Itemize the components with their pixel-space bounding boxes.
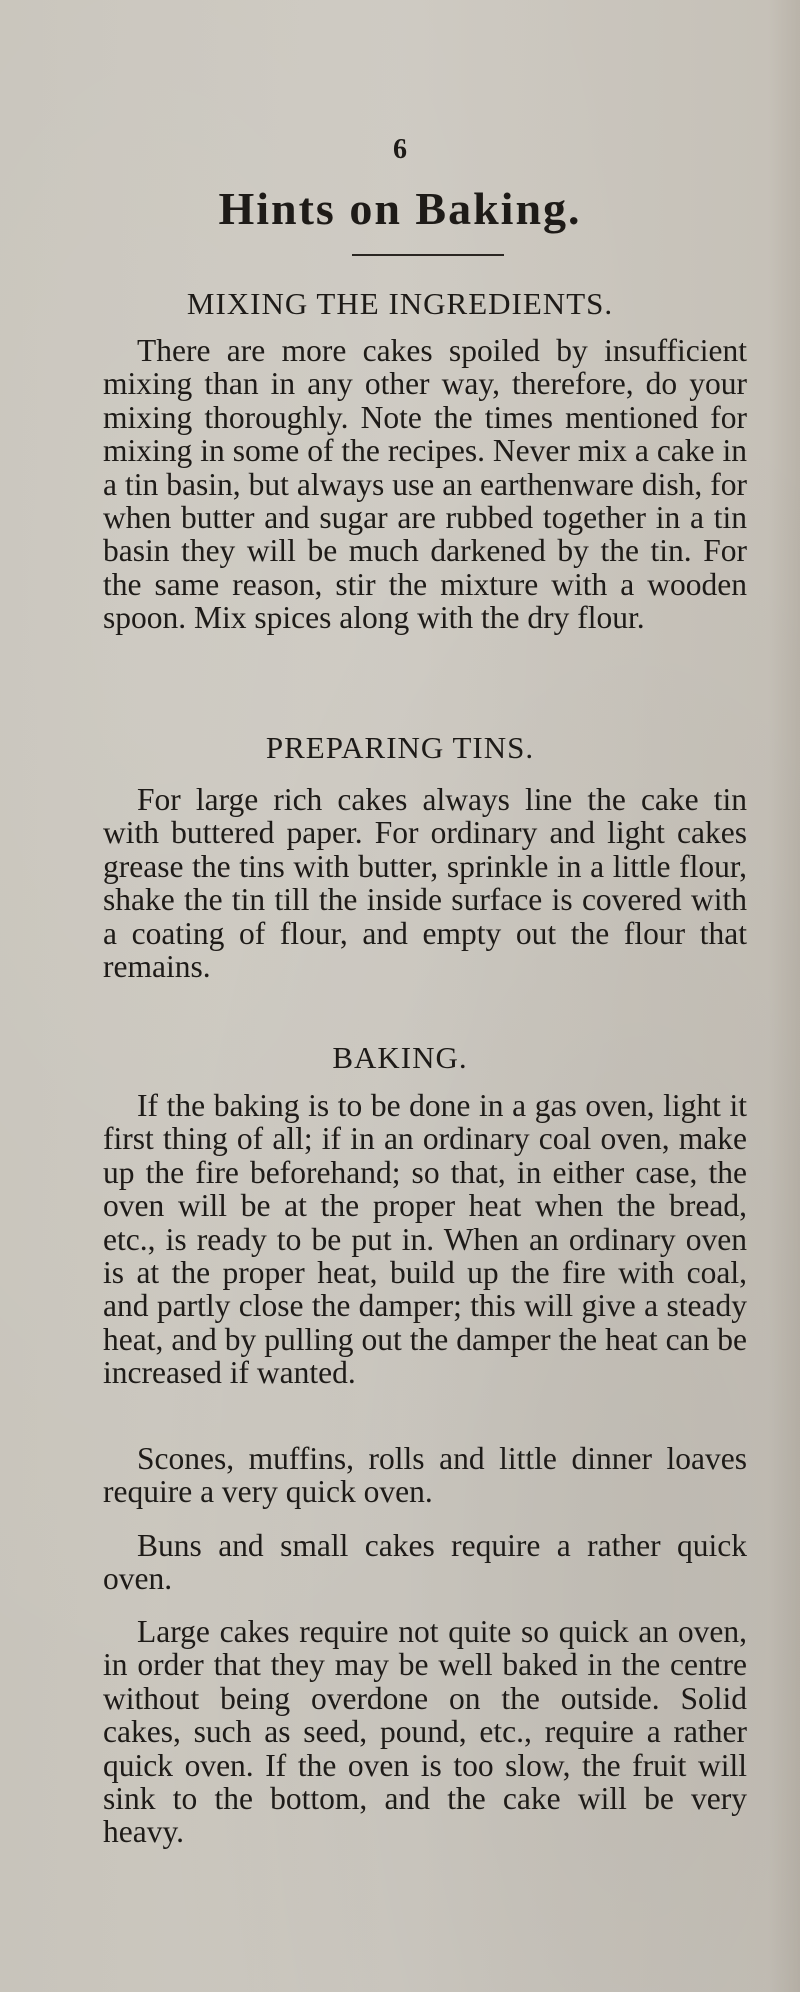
page-title: Hints on Baking. <box>218 183 582 234</box>
title-rule <box>352 254 504 256</box>
section-heading-mixing: MIXING THE INGREDIENTS. <box>186 286 614 321</box>
paragraph-baking-scones: Scones, muffins, rolls and little dinner loaves require a very quick oven. <box>103 1441 747 1510</box>
paragraph-baking-large-cakes: Large cakes require not quite so quick an oven, in order that they may be well baked in the centre without being overdone on the outside. Solid cakes, such as seed, pound, etc., require a rather quick oven. If the oven is too slow, the fruit will sink to the bottom, and the cake will be very heavy. <box>103 1614 747 1850</box>
section-heading-preparing-tins: PREPARING TINS. <box>265 730 535 765</box>
paragraph-preparing-tins: For large rich cakes always line the cake tin with buttered paper. For ordinary and light cakes grease the tins with butter, sprinkle in a little flour, shake the tin till the inside surface is covered with a coating of flour, and empty out the flour that remains. <box>103 782 747 985</box>
page-number: 6 <box>393 134 407 165</box>
paragraph-baking-oven: If the baking is to be done in a gas oven, light it first thing of all; if in an ordinary coal oven, make up the fire beforehand; so that, in either case, the oven will be at the proper heat when the bread, etc., is ready to be put in. When an ordinary oven is at the proper heat, build up the fire with coal, and partly close the damper; this will give a steady heat, and by pulling out the damper the heat can be increased if wanted. <box>103 1088 747 1391</box>
section-heading-baking: BAKING. <box>332 1040 468 1075</box>
paragraph-mixing: There are more cakes spoiled by insufficient mixing than in any other way, therefore, do your mixing thoroughly. Note the times mentioned for mixing in some of the recipes. Never mix a cake in a tin basin, but always use an earthenware dish, for when butter and sugar are rubbed together in a tin basin they will be much darkened by the tin. For the same reason, stir the mixture with a wooden spoon. Mix spices along with the dry flour. <box>103 333 747 636</box>
paragraph-baking-buns: Buns and small cakes require a rather quick oven. <box>103 1528 747 1597</box>
